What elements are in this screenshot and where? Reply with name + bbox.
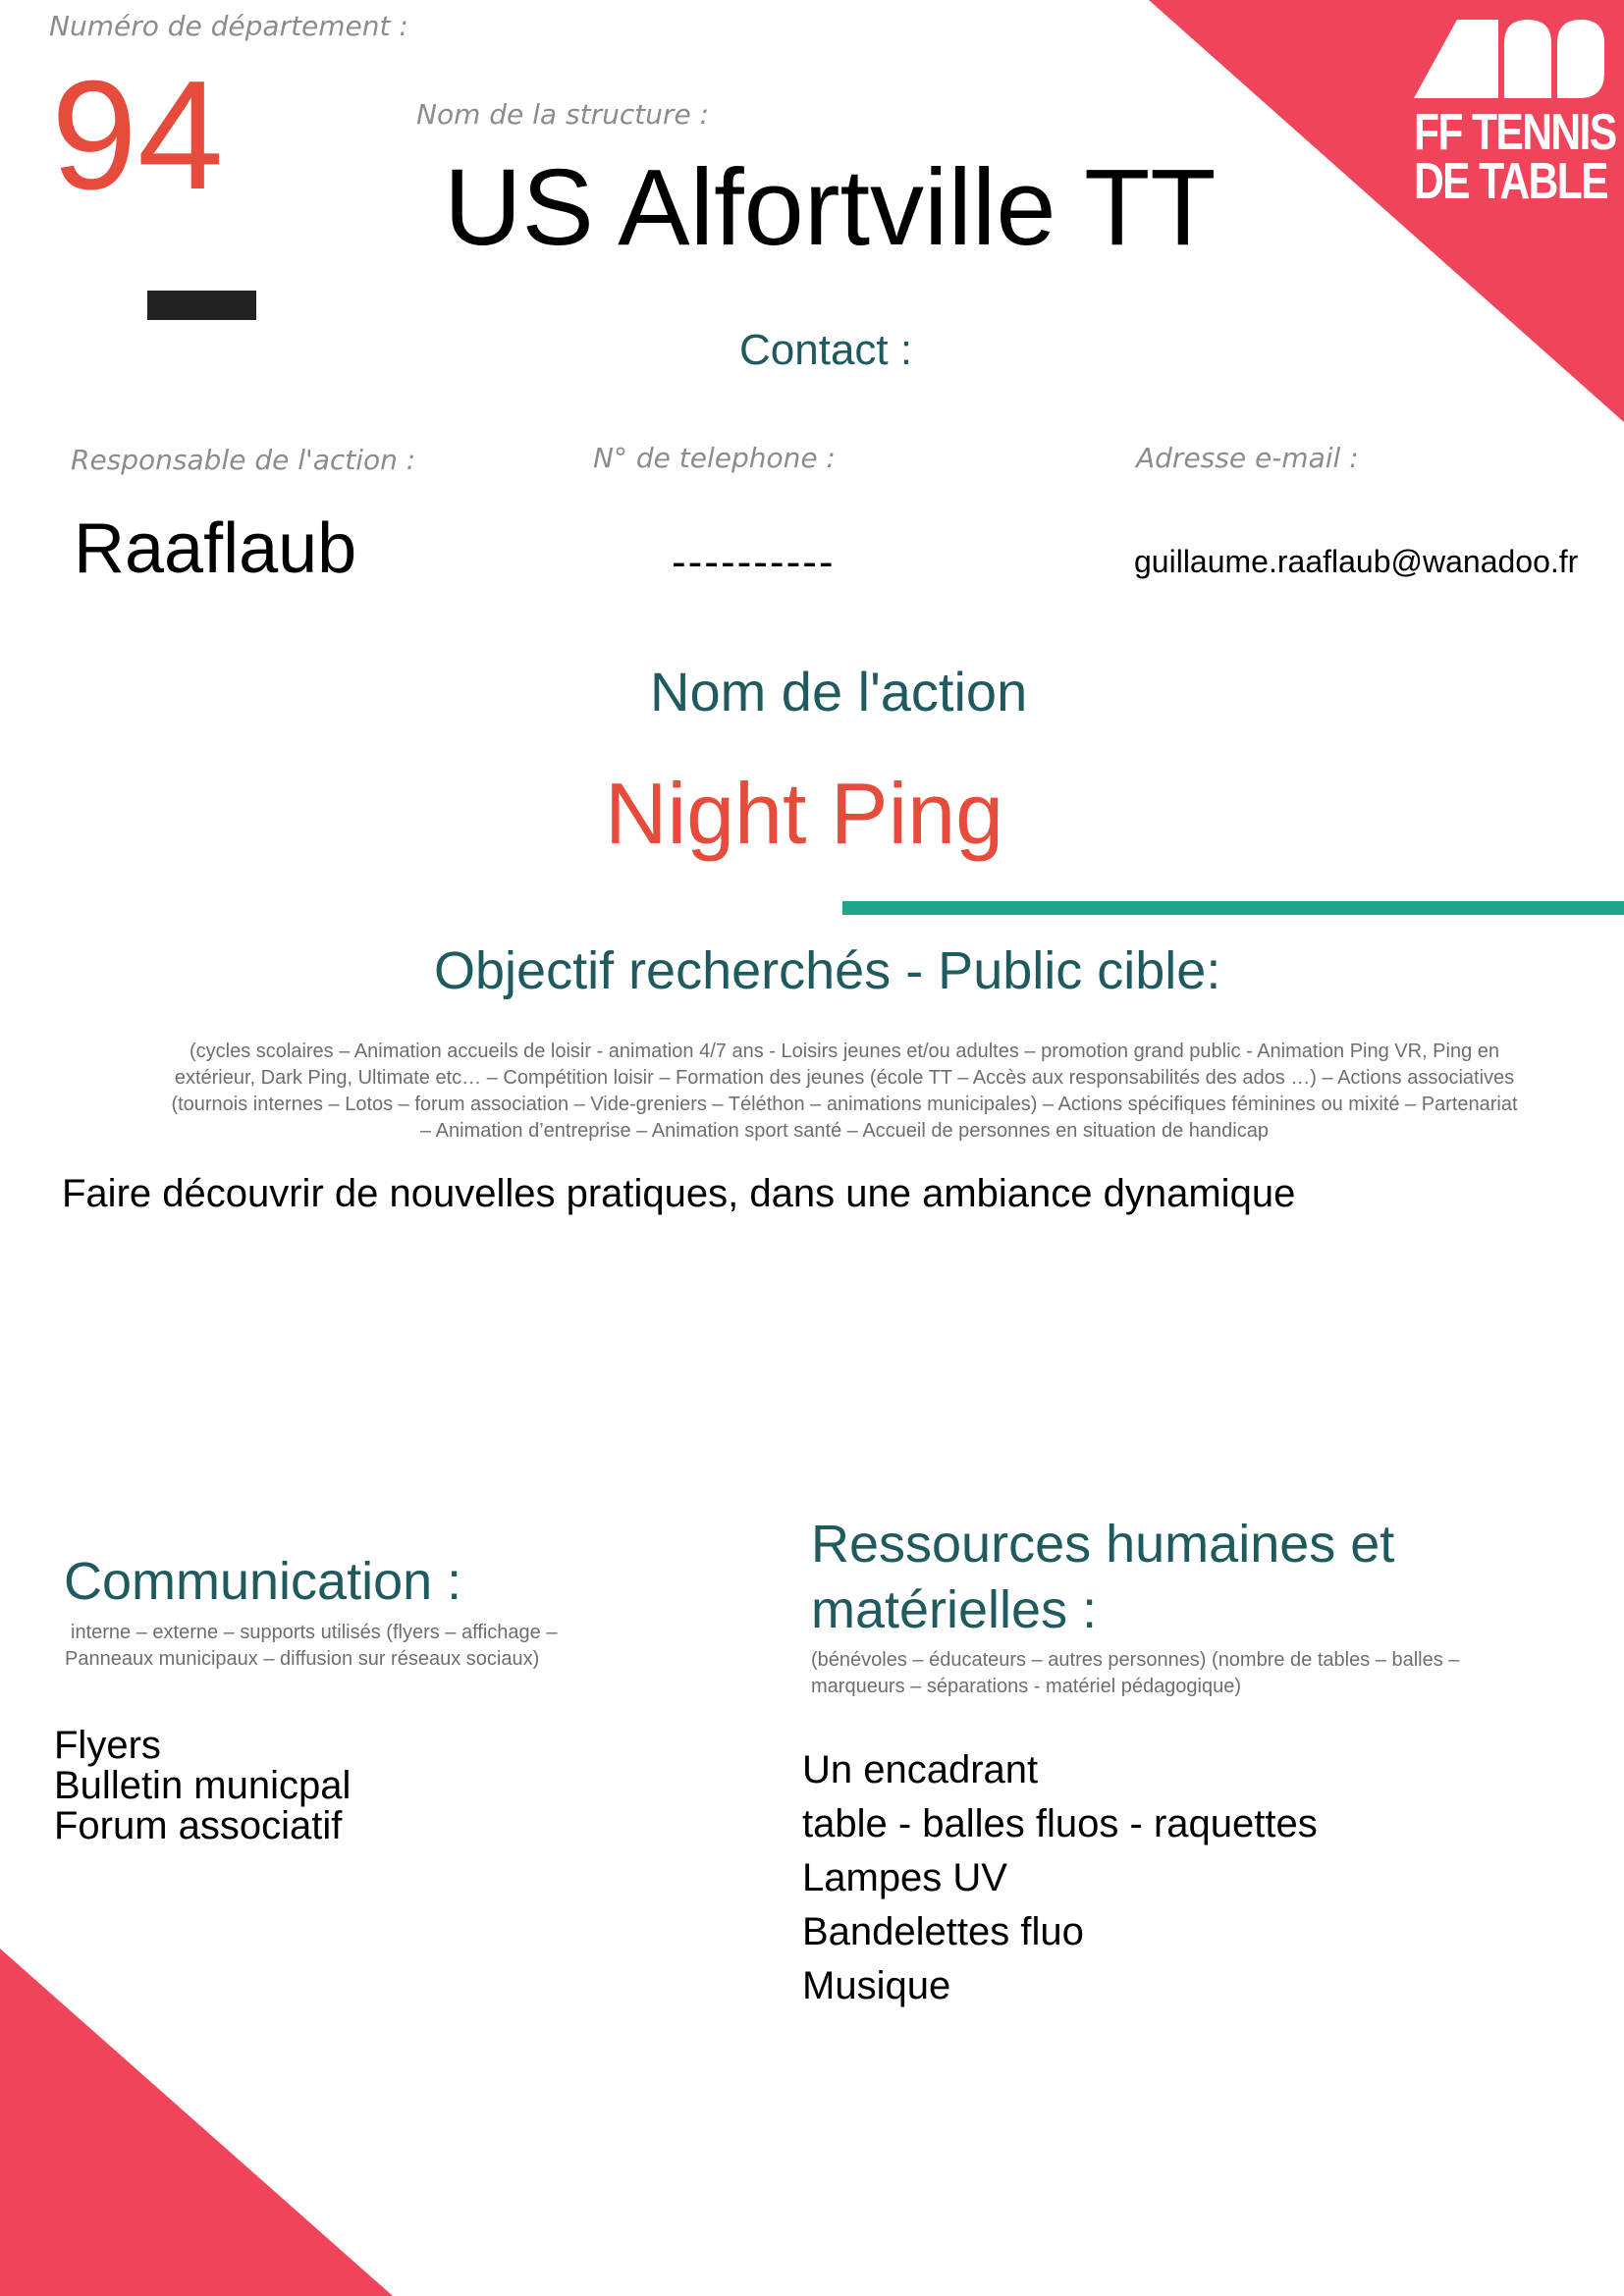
communication-item: Flyers	[54, 1724, 161, 1767]
logo-text-line2: DE TABLE	[1414, 153, 1607, 210]
resources-list	[802, 1743, 1318, 2013]
communication-hint: interne – externe – supports utilisés (flyers – affichage – Panneaux municipaux – diffusion sur réseaux sociaux)	[65, 1622, 558, 1670]
communication-title: Communication :	[64, 1552, 462, 1611]
objectives-value: Faire découvrir de nouvelles pratiques, dans une ambiance dynamique	[62, 1172, 1296, 1215]
resources-title: Ressources humaines et matérielles :	[811, 1515, 1395, 1639]
responsible-value: Raaflaub	[74, 509, 357, 588]
department-underline-mark	[147, 291, 256, 320]
resources-item: Bandelettes fluo	[802, 1910, 1084, 1953]
objectives-title: Objectif recherchés - Public cible:	[434, 941, 1221, 1000]
contact-title: Contact :	[739, 326, 913, 374]
department-label: Numéro de département :	[49, 10, 408, 42]
logo-mark-icon	[1414, 14, 1606, 98]
communication-list	[54, 1726, 351, 1846]
phone-value: ----------	[672, 538, 836, 586]
resources-item: Musique	[802, 1964, 951, 2007]
action-title: Nom de l'action	[650, 661, 1028, 722]
email-value: guillaume.raaflaub@wanadoo.fr	[1134, 544, 1579, 579]
action-name: Night Ping	[605, 765, 1004, 862]
resources-item: table - balles fluos - raquettes	[802, 1802, 1318, 1845]
corner-triangle-bottom-left	[0, 1949, 393, 2296]
communication-item: Bulletin municpal	[54, 1764, 352, 1807]
ffttt-logo	[1414, 14, 1616, 210]
email-label: Adresse e-mail :	[1136, 442, 1359, 474]
structure-name: US Alfortville TT	[444, 147, 1217, 268]
resources-item: Lampes UV	[802, 1856, 1007, 1899]
department-number: 94	[51, 49, 224, 222]
resources-hint: (bénévoles – éducateurs – autres personnes) (nombre de tables – balles – marqueurs – séparations - matériel pédagogique)	[811, 1649, 1460, 1697]
responsible-label: Responsable de l'action :	[71, 444, 416, 476]
objectives-hint: (cycles scolaires – Animation accueils de loisir - animation 4/7 ans - Loisirs jeunes et/ou adultes – promotion grand public - Animation Ping VR, Ping en extérieur, Dark Ping, Ultimate etc… – Compétition loisir – Formation des jeunes (école TT – Accès aux responsabilités des ados …) – Actions associatives (tournois internes – Lotos – forum association – Vide-greniers – Téléthon – animations municipales) – Actions spécifiques féminines ou mixité – Partenariat – Animation d’entreprise – Animation sport santé – Accueil de personnes en situation de handicap	[171, 1041, 1518, 1142]
teal-divider-bar	[842, 901, 1624, 915]
resources-item: Un encadrant	[802, 1748, 1039, 1791]
communication-item: Forum associatif	[54, 1804, 343, 1847]
structure-label: Nom de la structure :	[416, 98, 710, 131]
phone-label: N° de telephone :	[593, 442, 836, 474]
logo-text-line1: FF TENNIS	[1414, 104, 1616, 161]
